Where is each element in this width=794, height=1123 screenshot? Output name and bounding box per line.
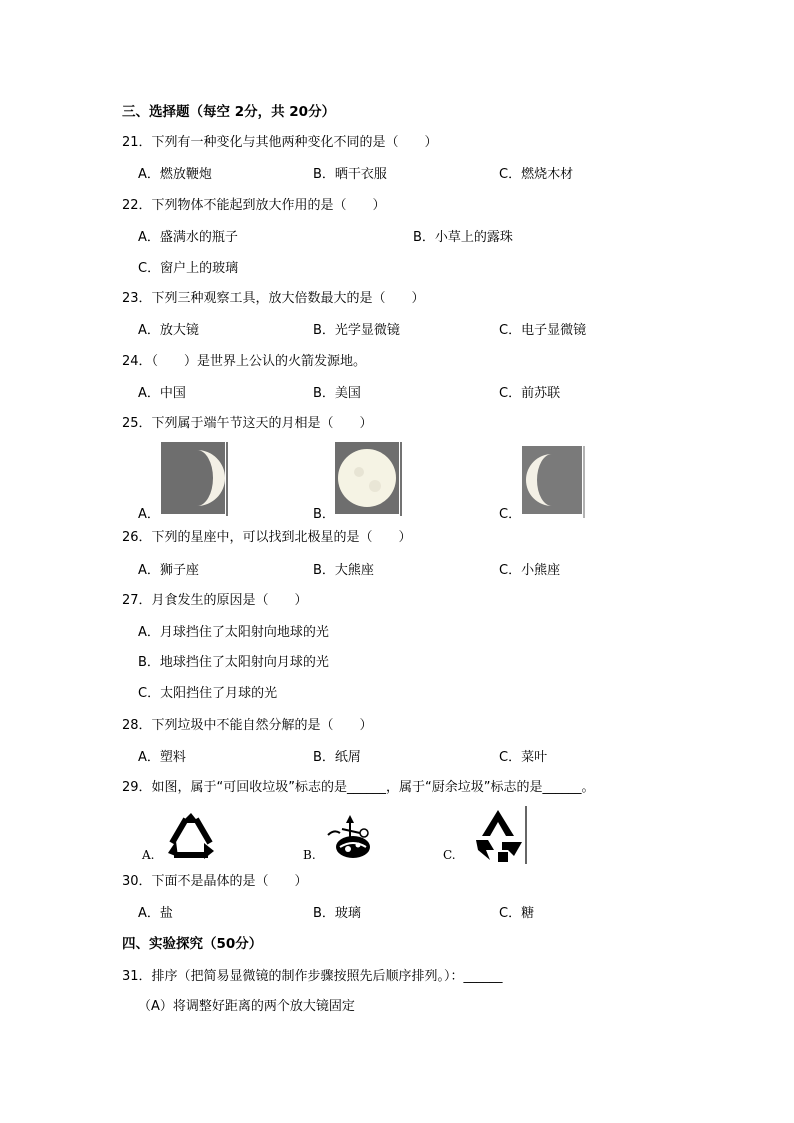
option-a: A．塑料 <box>138 750 186 765</box>
question-stem: 27．月食发生的原因是（ ） <box>122 593 308 608</box>
option-c: C．前苏联 <box>499 386 561 401</box>
option-b: B．大熊座 <box>313 563 374 578</box>
option-c: C．窗户上的玻璃 <box>138 261 239 276</box>
option-b: B．美国 <box>313 386 361 401</box>
kitchen-waste-icon <box>320 809 374 861</box>
option-a: A．盛满水的瓶子 <box>138 230 238 245</box>
question-stem: 29．如图，属于“可回收垃圾”标志的是______，属于“厨余垃圾”标志的是______。 <box>122 780 595 795</box>
option-c: C．电子显微镜 <box>499 323 587 338</box>
section-heading: 三、选择题（每空 2分，共 20分） <box>122 104 336 120</box>
question-stem: 26．下列的星座中，可以找到北极星的是（ ） <box>122 530 412 545</box>
option-b: B．小草上的露珠 <box>413 230 513 245</box>
question-stem: 21．下列有一种变化与其他两种变化不同的是（ ） <box>122 135 438 150</box>
option-a: A． <box>138 507 160 522</box>
question-stem: 28．下列垃圾中不能自然分解的是（ ） <box>122 718 373 733</box>
option-a: A．盐 <box>138 906 173 921</box>
option-b: B．纸屑 <box>313 750 361 765</box>
moon-crescent-left-image <box>522 446 586 518</box>
option-c: C．燃烧木材 <box>499 167 574 182</box>
option-b: B．光学显微镜 <box>313 323 400 338</box>
question-stem: 31．排序（把简易显微镜的制作步骤按照先后顺序排列。）：______ <box>122 969 503 984</box>
recycle-triangle-icon <box>164 811 218 861</box>
question-stem: 22．下列物体不能起到放大作用的是（ ） <box>122 198 386 213</box>
option-a: A．燃放鞭炮 <box>138 167 212 182</box>
option-b: B．地球挡住了太阳射向月球的光 <box>138 655 329 670</box>
option-a: A．狮子座 <box>138 563 199 578</box>
recycle-arrows-icon <box>474 806 530 864</box>
step-item: （A）将调整好距离的两个放大镜固定 <box>138 999 355 1014</box>
option-c: C．太阳挡住了月球的光 <box>138 686 278 701</box>
option-b: B．晒干衣服 <box>313 167 387 182</box>
option-b: B. <box>303 848 316 862</box>
question-stem: 30．下面不是晶体的是（ ） <box>122 874 308 889</box>
question-stem: 24．（ ）是世界上公认的火箭发源地。 <box>122 354 367 369</box>
option-a: A．中国 <box>138 386 186 401</box>
option-c: C．糖 <box>499 906 535 921</box>
question-stem: 25．下列属于端午节这天的月相是（ ） <box>122 416 373 431</box>
option-b: B．玻璃 <box>313 906 361 921</box>
moon-crescent-right-image <box>161 442 229 516</box>
option-a: A．月球挡住了太阳射向地球的光 <box>138 625 329 640</box>
section-heading: 四、实验探究（50分） <box>122 936 263 952</box>
option-c: C. <box>443 848 456 862</box>
option-c: C． <box>499 507 522 522</box>
option-c: C．菜叶 <box>499 750 548 765</box>
option-b: B． <box>313 507 335 522</box>
option-a: A．放大镜 <box>138 323 199 338</box>
option-c: C．小熊座 <box>499 563 561 578</box>
moon-full-image <box>335 442 403 516</box>
question-stem: 23．下列三种观察工具，放大倍数最大的是（ ） <box>122 291 425 306</box>
option-a: A. <box>142 848 155 862</box>
